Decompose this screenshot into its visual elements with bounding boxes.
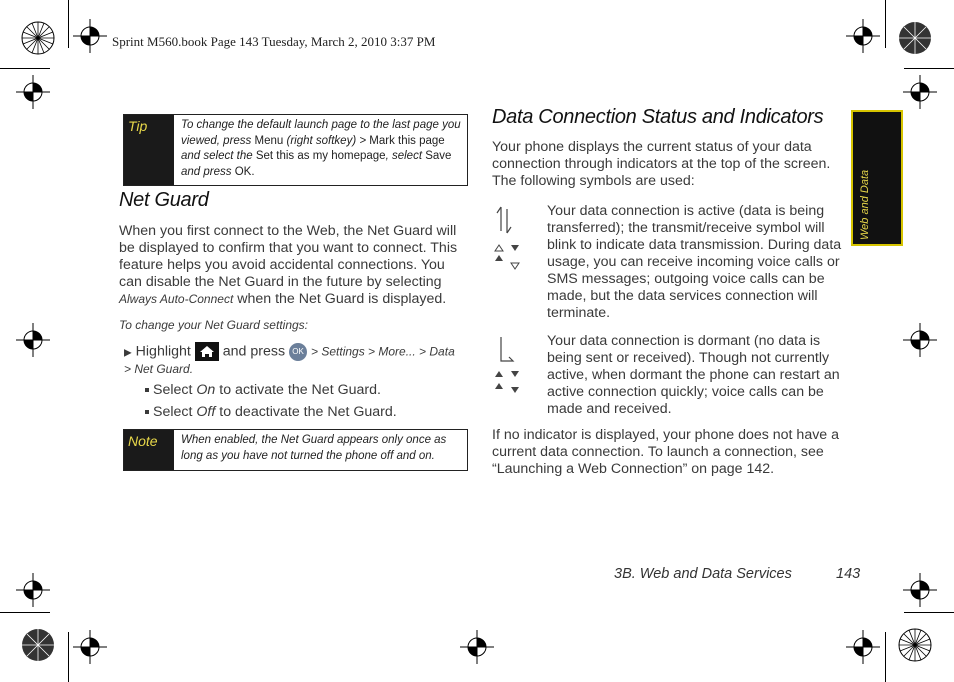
- net-guard-heading: Net Guard: [119, 189, 209, 211]
- note-label: Note: [124, 430, 174, 470]
- section-side-tab: Web and Data: [851, 110, 903, 246]
- data-active-text: Your data connection is active (data is being transferred); the transmit/receive symbol will blink to indicate data transmission. During data usage, you can receive incoming voice calls or SMS messages; outgoing voice calls can be made, but the data services connection will terminate.: [547, 203, 842, 321]
- print-header: Sprint M560.book Page 143 Tuesday, March 2, 2010 3:37 PM: [112, 34, 436, 49]
- tip-label: Tip: [124, 115, 174, 185]
- data-connection-intro: Your phone displays the current status of your data connection through indicators at the top of the screen. The following symbols are used:: [492, 139, 831, 189]
- step-arrow-icon: ▶: [124, 347, 132, 359]
- data-active-icon: [493, 205, 525, 271]
- bullet-on: Select On to activate the Net Guard.: [145, 382, 381, 399]
- data-dormant-icon: [493, 335, 525, 399]
- note-text: When enabled, the Net Guard appears only once as long as you have not turned the phone off and on.: [181, 434, 447, 462]
- footer-section: 3B. Web and Data Services: [614, 566, 792, 582]
- net-guard-body: When you first connect to the Web, the Net Guard will be displayed to confirm that you want to connect. This feature helps you avoid accidental connections. You can disable the Net Guard in the future by selecting Always Auto-Connect when the Net Guard is displayed.: [119, 223, 458, 307]
- data-dormant-text: Your data connection is dormant (no data is being sent or received). Though not currently active, when dormant the phone can restart an active connection quickly; voice calls can be made and received.: [547, 333, 840, 417]
- net-guard-instruction: To change your Net Guard settings:: [119, 318, 308, 332]
- home-key-icon: [195, 342, 219, 361]
- bullet-square-icon: [145, 388, 149, 392]
- net-guard-step: ▶ Highlight and press OK > Settings > More... > Data > Net Guard.: [124, 343, 455, 377]
- data-connection-closing: If no indicator is displayed, your phone does not have a current data connection. To launch a connection, see “Launching a Web Connection” on page 142.: [492, 427, 840, 477]
- ok-key-icon: OK: [289, 343, 307, 361]
- note-box: [123, 429, 468, 471]
- data-connection-heading: Data Connection Status and Indicators: [492, 106, 824, 128]
- tip-text: To change the default launch page to the last page you viewed, press Menu (right softkey) > Mark this page and select the Set this as my homepage, select Save and press OK.: [181, 119, 461, 178]
- page-number: 143: [836, 566, 861, 582]
- tip-box: [123, 114, 468, 186]
- bullet-off: Select Off to deactivate the Net Guard.: [145, 404, 397, 421]
- bullet-square-icon: [145, 410, 149, 414]
